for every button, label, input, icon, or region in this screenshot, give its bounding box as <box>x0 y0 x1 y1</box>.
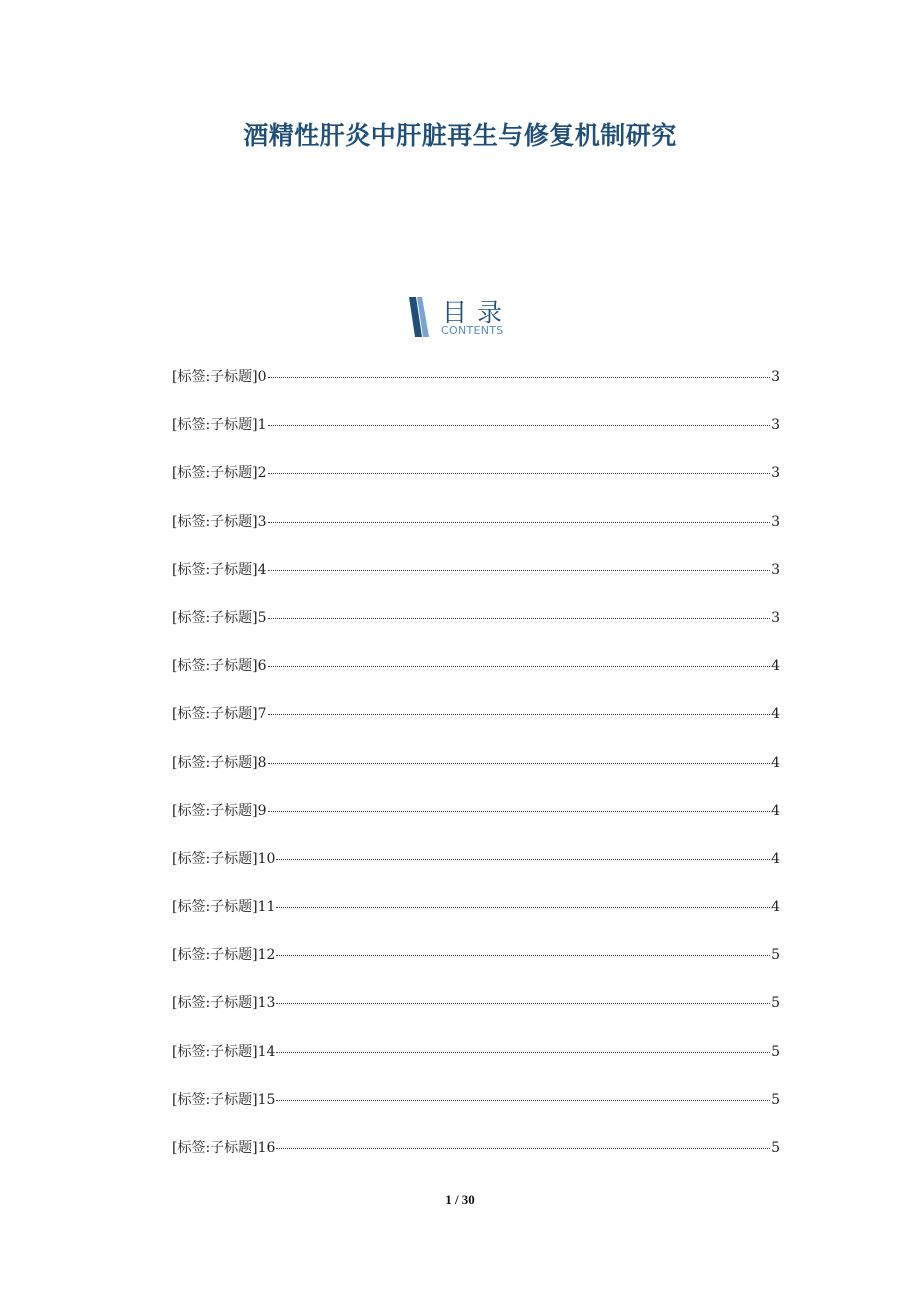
toc-entry-page: 4 <box>771 706 780 723</box>
toc-entry-label: [标签:子标题]12 <box>172 947 276 964</box>
toc-leader-dots <box>276 859 770 860</box>
toc-heading: 目录 <box>442 298 513 327</box>
toc-leader-dots <box>276 1003 770 1004</box>
toc-entry-label: [标签:子标题]9 <box>172 802 267 819</box>
toc-entry-page: 3 <box>771 561 780 578</box>
toc-entry[interactable] <box>172 414 780 462</box>
toc-leader-dots <box>276 907 770 908</box>
toc-entry-page: 3 <box>771 465 780 482</box>
toc-entry-page: 5 <box>771 1043 780 1060</box>
toc-list <box>172 366 780 1185</box>
toc-entry-label: [标签:子标题]1 <box>172 417 267 434</box>
toc-entry[interactable] <box>172 655 780 703</box>
toc-bookmark-icon <box>408 296 430 338</box>
toc-leader-dots <box>268 570 771 571</box>
toc-entry-label: [标签:子标题]8 <box>172 754 267 771</box>
toc-entry-page: 4 <box>771 850 780 867</box>
toc-entry-page: 4 <box>771 658 780 675</box>
toc-entry-page: 3 <box>771 369 780 385</box>
toc-leader-dots <box>276 955 770 956</box>
toc-leader-dots <box>276 1052 770 1053</box>
toc-entry-label: [标签:子标题]13 <box>172 995 276 1012</box>
toc-entry-label: [标签:子标题]15 <box>172 1091 276 1108</box>
toc-leader-dots <box>268 666 771 667</box>
toc-subheading: CONTENTS <box>441 324 504 337</box>
toc-leader-dots <box>268 425 771 426</box>
toc-entry[interactable] <box>172 366 780 414</box>
toc-entry[interactable] <box>172 992 780 1040</box>
toc-entry[interactable] <box>172 800 780 848</box>
toc-entry[interactable] <box>172 1089 780 1137</box>
toc-entry-page: 5 <box>771 1091 780 1108</box>
toc-leader-dots <box>268 377 771 378</box>
toc-entry[interactable] <box>172 944 780 992</box>
toc-entry-page: 3 <box>771 417 780 434</box>
toc-entry-label: [标签:子标题]2 <box>172 465 267 482</box>
toc-entry-page: 3 <box>771 609 780 626</box>
toc-leader-dots <box>268 522 771 523</box>
document-title: 酒精性肝炎中肝脏再生与修复机制研究 <box>243 121 677 150</box>
toc-entry-label: [标签:子标题]14 <box>172 1043 276 1060</box>
toc-entry[interactable] <box>172 1041 780 1089</box>
toc-entry-label: [标签:子标题]0 <box>172 369 267 385</box>
toc-entry-page: 5 <box>771 1140 780 1156</box>
toc-entry[interactable] <box>172 752 780 800</box>
toc-leader-dots <box>268 763 771 764</box>
toc-entry-page: 4 <box>771 754 780 771</box>
toc-entry[interactable] <box>172 1137 780 1185</box>
toc-entry-label: [标签:子标题]3 <box>172 513 267 530</box>
toc-entry-page: 4 <box>771 899 780 916</box>
toc-entry-page: 3 <box>771 513 780 530</box>
toc-entry[interactable] <box>172 896 780 944</box>
toc-entry-label: [标签:子标题]11 <box>172 899 276 916</box>
toc-entry-label: [标签:子标题]4 <box>172 561 267 578</box>
toc-entry[interactable] <box>172 462 780 510</box>
toc-leader-dots <box>276 1100 770 1101</box>
toc-entry-label: [标签:子标题]7 <box>172 706 267 723</box>
toc-entry-page: 5 <box>771 995 780 1012</box>
toc-entry-label: [标签:子标题]6 <box>172 658 267 675</box>
toc-leader-dots <box>268 811 771 812</box>
toc-entry[interactable] <box>172 848 780 896</box>
toc-leader-dots <box>276 1148 770 1149</box>
toc-entry[interactable] <box>172 607 780 655</box>
toc-entry-page: 4 <box>771 802 780 819</box>
toc-header <box>408 294 528 340</box>
page-number: 1 / 30 <box>445 1192 475 1207</box>
toc-entry[interactable] <box>172 511 780 559</box>
toc-entry-label: [标签:子标题]10 <box>172 850 276 867</box>
toc-entry[interactable] <box>172 703 780 751</box>
toc-leader-dots <box>268 473 771 474</box>
toc-leader-dots <box>268 714 771 715</box>
toc-leader-dots <box>268 618 771 619</box>
toc-entry[interactable] <box>172 559 780 607</box>
toc-entry-page: 5 <box>771 947 780 964</box>
toc-entry-label: [标签:子标题]5 <box>172 609 267 626</box>
toc-entry-label: [标签:子标题]16 <box>172 1140 276 1156</box>
